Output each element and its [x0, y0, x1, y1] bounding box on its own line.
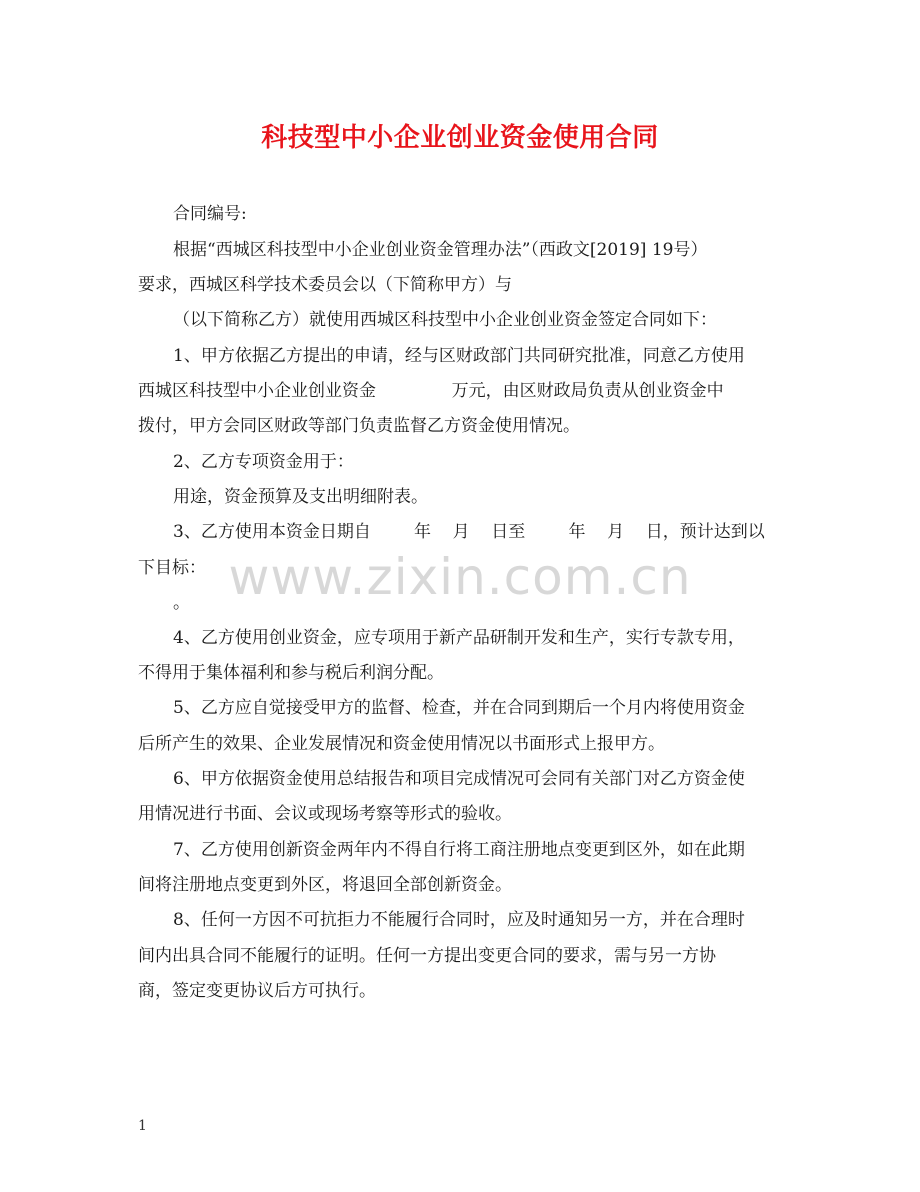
paragraph-line: 商，签定变更协议后方可执行。 — [138, 981, 376, 1001]
paragraph-line: 不得用于集体福利和参与税后利润分配。 — [138, 663, 444, 683]
paragraph-line: 用途，资金预算及支出明细附表。 — [173, 487, 428, 507]
paragraph-line: 8、任何一方因不可抗拒力不能履行合同时，应及时通知另一方，并在合理时 — [173, 910, 745, 930]
paragraph-line: 后所产生的效果、企业发展情况和资金使用情况以书面形式上报甲方。 — [138, 734, 665, 754]
paragraph-line: 4、乙方使用创业资金，应专项用于新产品研制开发和生产，实行专款专用， — [173, 628, 745, 648]
document-title: 科技型中小企业创业资金使用合同 — [261, 123, 659, 153]
paragraph-line: 。 — [173, 593, 190, 613]
paragraph-line: 1、甲方依据乙方提出的申请，经与区财政部门共同研究批准，同意乙方使用 — [173, 346, 745, 366]
paragraph-line: 用情况进行书面、会议或现场考察等形式的验收。 — [138, 804, 512, 824]
paragraph-line: 间内出具合同不能履行的证明。任何一方提出变更合同的要求，需与另一方协 — [138, 946, 716, 966]
paragraph-line: 要求，西城区科学技术委员会以（下简称甲方）与 — [138, 275, 512, 295]
watermark: www.zixin.com.cn — [228, 548, 692, 606]
page-number: 1 — [138, 1118, 147, 1134]
paragraph-line: 7、乙方使用创新资金两年内不得自行将工商注册地点变更到区外，如在此期 — [173, 840, 745, 860]
paragraph-line: 下目标： — [138, 558, 206, 578]
paragraph-line: 6、甲方依据资金使用总结报告和项目完成情况可会同有关部门对乙方资金使 — [173, 769, 745, 789]
paragraph-line: 2、乙方专项资金用于： — [173, 452, 354, 472]
paragraph-line: 西城区科技型中小企业创业资金 万元，由区财政局负责从创业资金中 — [138, 381, 724, 401]
paragraph-line: 根据“西城区科技型中小企业创业资金管理办法”（西政文[2019] 19号） — [173, 240, 708, 260]
paragraph-line: 拨付，甲方会同区财政等部门负责监督乙方资金使用情况。 — [138, 416, 580, 436]
paragraph-line: 5、乙方应自觉接受甲方的监督、检查，并在合同到期后一个月内将使用资金 — [173, 698, 745, 718]
paragraph-line: 3、乙方使用本资金日期自 年 月 日至 年 月 日，预计达到以 — [173, 522, 765, 542]
paragraph-line: （以下简称乙方）就使用西城区科技型中小企业创业资金签定合同如下： — [173, 310, 717, 330]
contract-number-label: 合同编号: — [173, 204, 247, 224]
paragraph-line: 间将注册地点变更到外区，将退回全部创新资金。 — [138, 875, 512, 895]
